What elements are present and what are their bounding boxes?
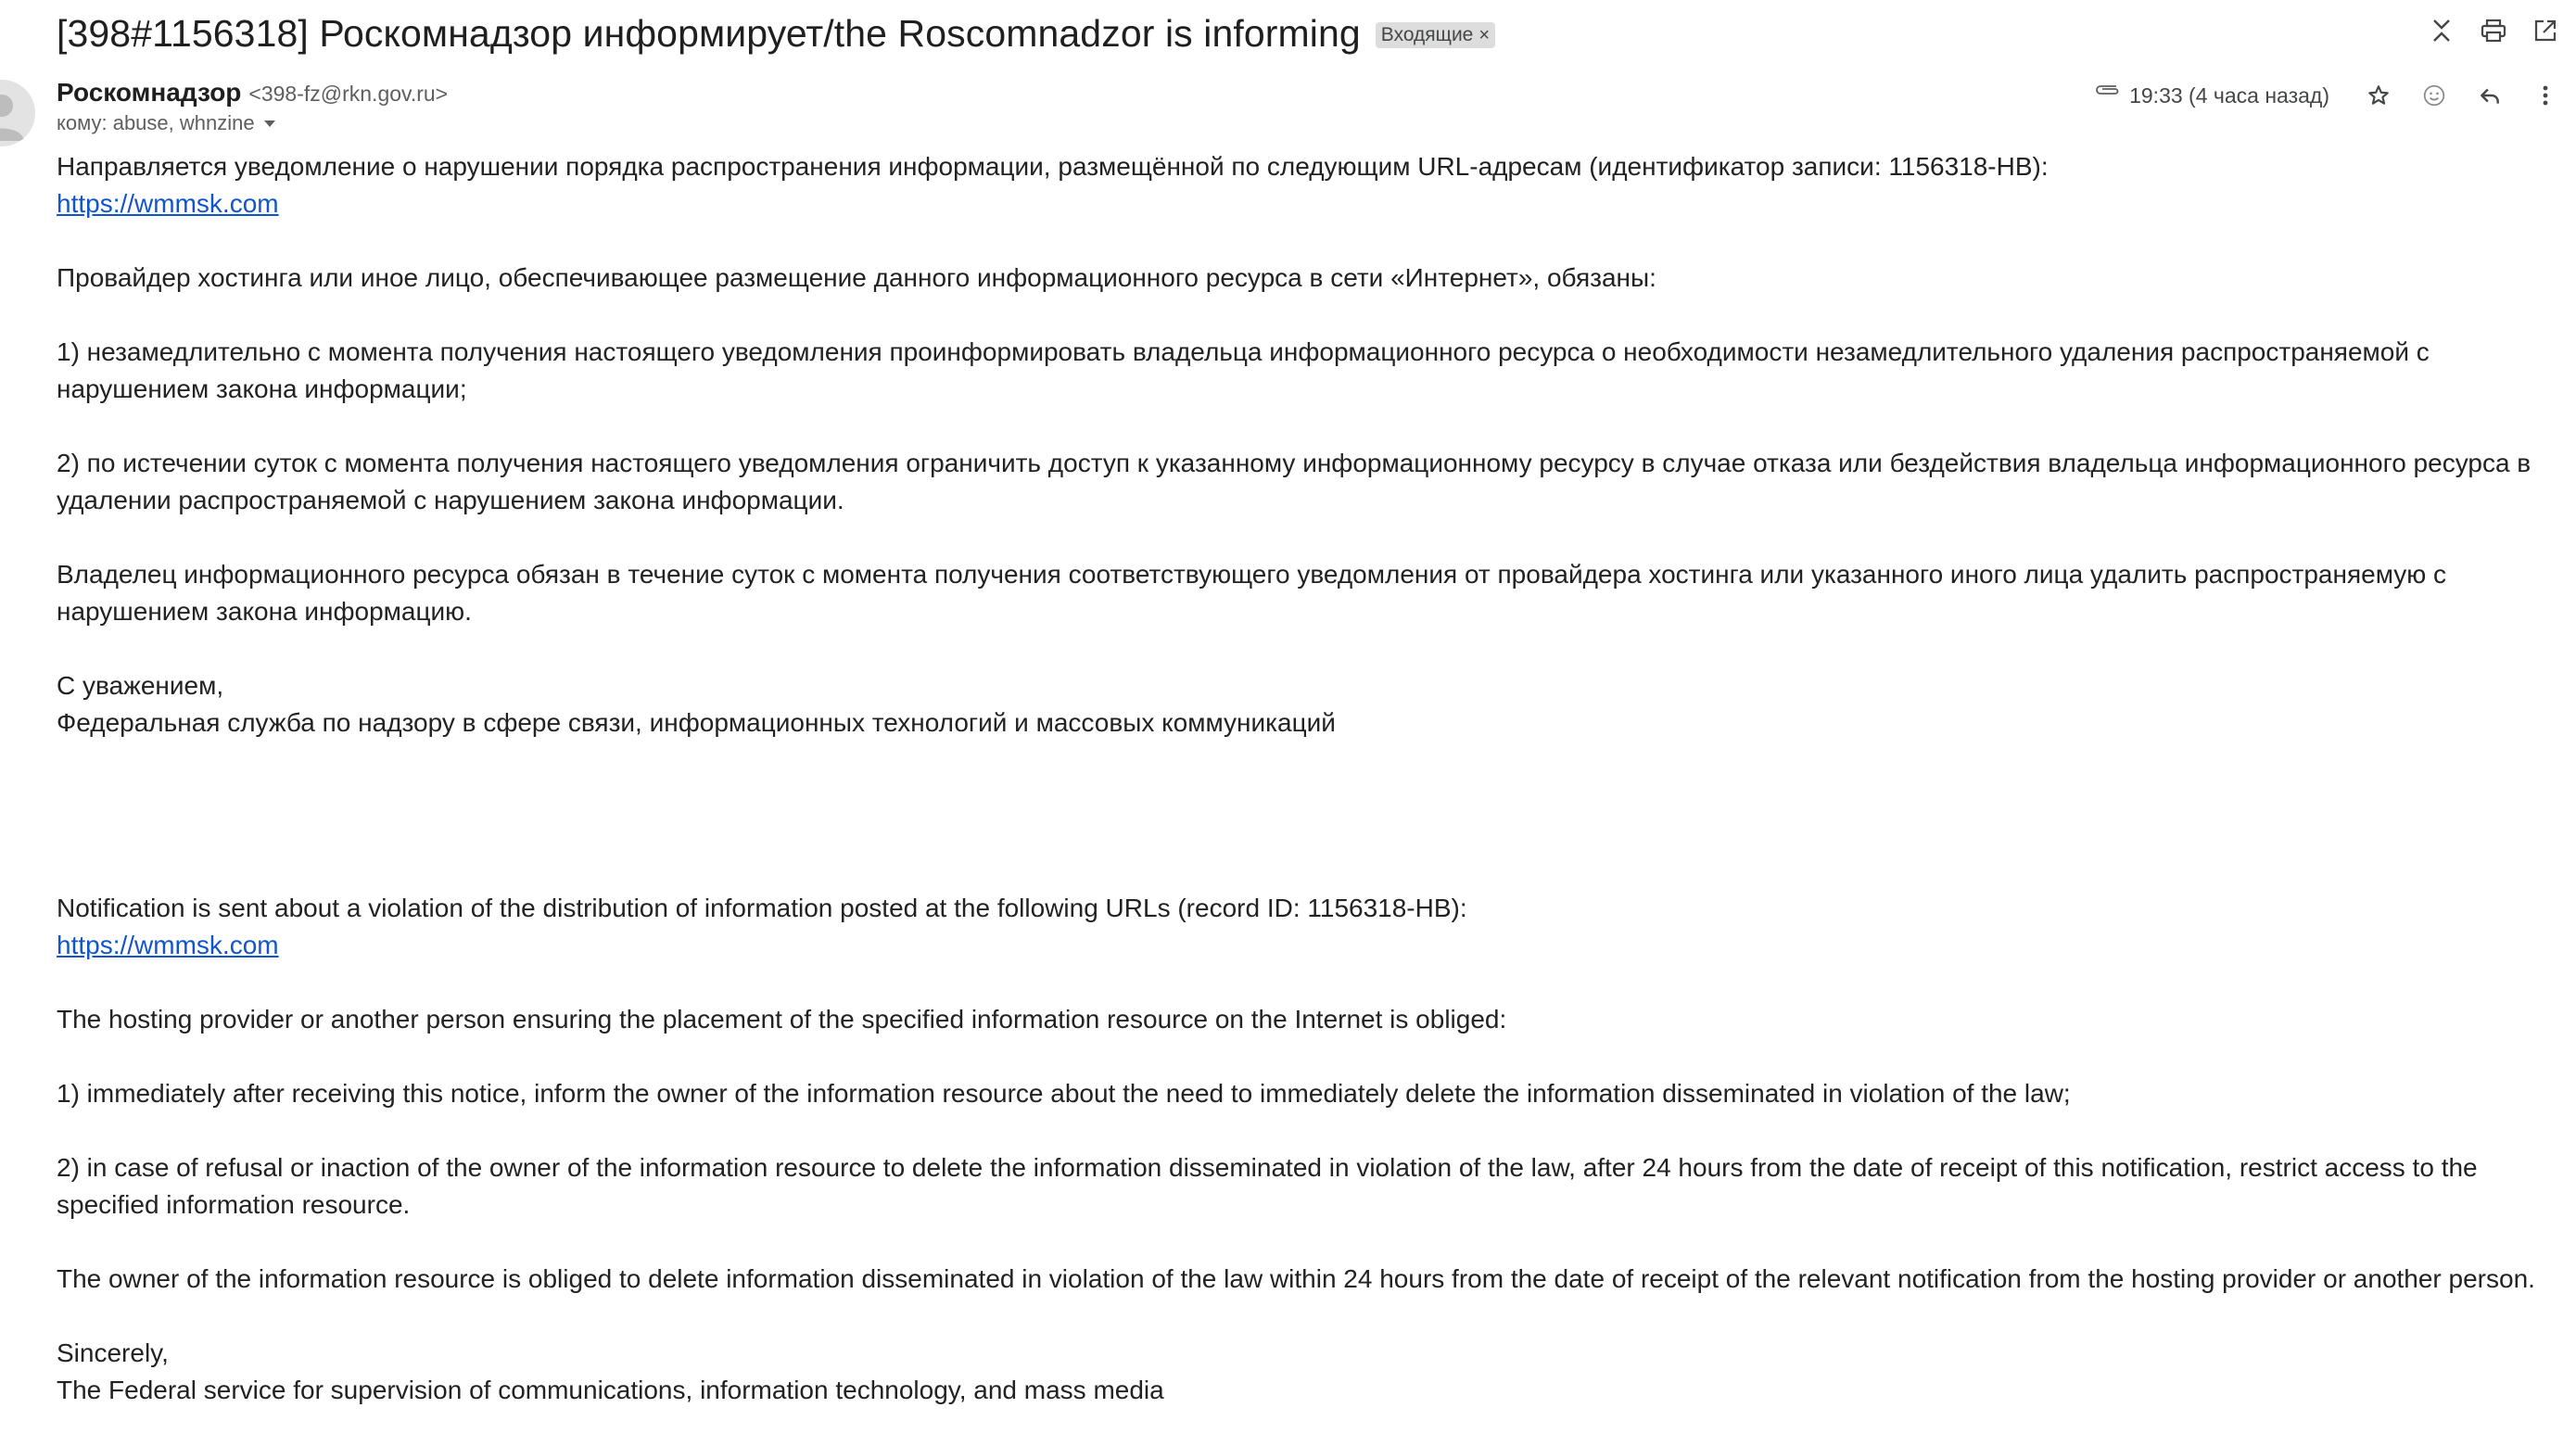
en-regards: Sincerely, (57, 1338, 169, 1367)
sender-avatar[interactable] (0, 80, 35, 146)
ru-obliged: Провайдер хостинга или иное лицо, обеспечивающее размещение данного информационного ресурса в сети «Интернет», обязаны: (57, 263, 1656, 292)
recipients-text: кому: abuse, whnzine (57, 111, 255, 134)
reply-icon[interactable] (2476, 82, 2504, 109)
sender-name[interactable]: Роскомнадзор (57, 78, 242, 107)
ru-intro-block (57, 148, 2550, 222)
en-intro: Notification is sent about a violation of the distribution of information posted at the following URLs (record ID: 1156318-HB): (57, 894, 1467, 922)
person-icon (0, 80, 35, 146)
en-obliged: The hosting provider or another person ensuring the placement of the specified information resource on the Internet is obliged: (57, 1005, 1507, 1034)
en-point-2: 2) in case of refusal or inaction of the owner of the information resource to delete the information disseminated in violation of the law, after 24 hours from the date of receipt of this notification, restrict access to the specified information resource. (57, 1153, 2478, 1219)
en-signature-block (57, 1335, 2550, 1409)
recipients-line (57, 109, 275, 137)
sender-line (57, 78, 448, 111)
collapse-icon[interactable] (2428, 17, 2455, 44)
en-owner: The owner of the information resource is obliged to delete information disseminated in violation of the law within 24 hours from the date of receipt of the relevant notification from the hosting provider or another person. (57, 1264, 2535, 1293)
message-body (57, 148, 2550, 1446)
ru-owner: Владелец информационного ресурса обязан в течение суток с момента получения соответствующего уведомления от провайдера хостинга или указанного иного лица удалить распространяемую с нарушением закона информацию. (57, 560, 2447, 626)
message-timestamp: 19:33 (4 часа назад) (2129, 82, 2329, 108)
en-url-link[interactable]: https://wmmsk.com (57, 931, 279, 959)
print-icon[interactable] (2480, 17, 2507, 44)
open-in-new-window-icon[interactable] (2532, 17, 2559, 44)
ru-point-2: 2) по истечении суток с момента получения настоящего уведомления ограничить доступ к указанному информационному ресурсу в случае отказа или бездействия владельца информационного ресурса в удалении распространяемой с нарушением закона информации. (57, 449, 2532, 514)
en-signature: The Federal service for supervision of communications, information technology, and mass media (57, 1376, 1164, 1404)
emoji-reaction-icon[interactable] (2420, 82, 2448, 109)
label-chip-inbox[interactable] (1376, 22, 1495, 48)
email-subject: [398#1156318] Роскомнадзор информирует/the Roscomnadzor is informing (57, 11, 1361, 55)
body-spacer (57, 779, 2550, 890)
ru-url-link[interactable]: https://wmmsk.com (57, 189, 279, 218)
show-details-chevron-down-icon[interactable] (264, 120, 275, 127)
en-intro-block (57, 890, 2550, 964)
attachment-icon (2094, 82, 2120, 101)
star-icon[interactable] (2365, 82, 2392, 109)
ru-signature: Федеральная служба по надзору в сфере связи, информационных технологий и массовых коммуникаций (57, 708, 1336, 737)
message-meta (2094, 82, 2559, 109)
ru-signature-block (57, 667, 2550, 742)
ru-point-1: 1) незамедлительно с момента получения настоящего уведомления проинформировать владельца информационного ресурса о необходимости незамедлительного удаления распространяемой с нарушением закона информации; (57, 337, 2430, 403)
en-point-1: 1) immediately after receiving this notice, inform the owner of the information resource about the need to immediately delete the information disseminated in violation of the law; (57, 1079, 2071, 1108)
ru-regards: С уважением, (57, 671, 224, 700)
label-remove-button[interactable]: × (1478, 24, 1491, 45)
ru-intro: Направляется уведомление о нарушении порядка распространения информации, размещённой по следующим URL-адресам (идентификатор записи: 1156318-НВ): (57, 152, 2049, 181)
more-options-icon[interactable] (2532, 82, 2559, 109)
thread-actions (2428, 17, 2559, 44)
sender-email: <398-fz@rkn.gov.ru> (248, 82, 449, 106)
subject-row (57, 6, 1495, 61)
label-chip-text: Входящие (1380, 24, 1474, 45)
